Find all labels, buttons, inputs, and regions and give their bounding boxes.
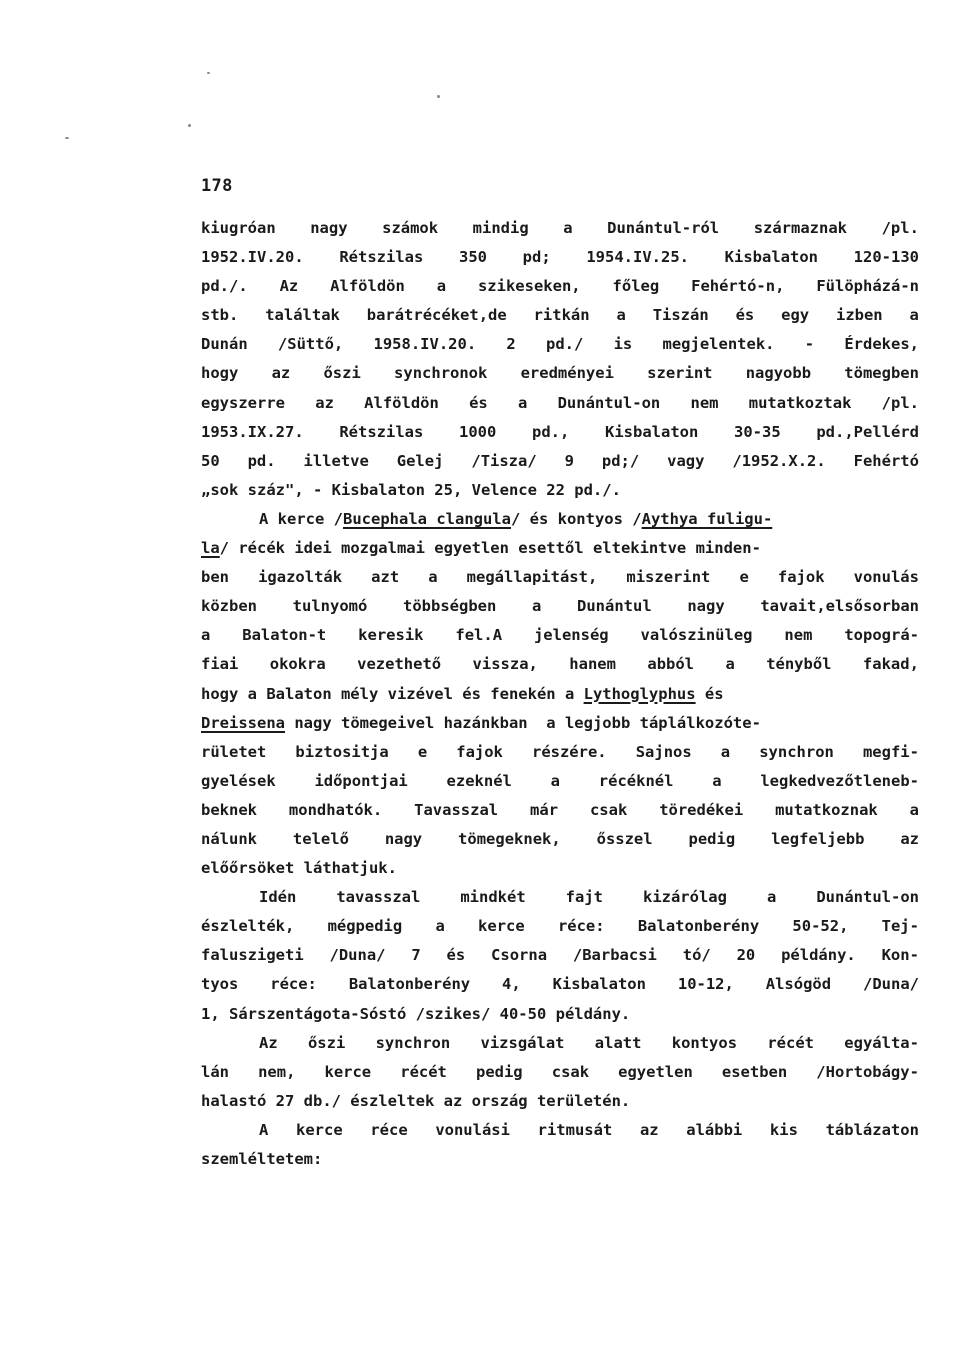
underlined-species-name: Bucephala clangula xyxy=(343,509,511,528)
underlined-species-name: Aythya fuligu- xyxy=(641,509,773,528)
text-line: pd./. Az Alföldön a szikeseken, főleg Fehértó-n, Fülöpházá-n xyxy=(201,277,919,296)
underlined-species-name: Lythoglyphus xyxy=(583,684,696,703)
text-line xyxy=(201,505,919,534)
text-line: fiai okokra vezethető vissza, hanem abból a tényből fakad, xyxy=(201,655,919,674)
text-line: 1953.IX.27. Rétszilas 1000 pd., Kisbalaton 30-35 pd.,Pellérd xyxy=(201,422,919,441)
text-line: 1, Sárszentágota-Sóstó /szikes/ 40-50 példány. xyxy=(201,1004,631,1023)
page-number: 178 xyxy=(201,176,233,196)
scan-speck xyxy=(207,72,210,74)
text-line: halastó 27 db./ észleltek az ország területén. xyxy=(201,1091,631,1110)
scan-speck xyxy=(65,137,69,139)
text-line: „sok száz", - Kisbalaton 25, Velence 22 pd./. xyxy=(201,480,621,499)
text-line xyxy=(201,534,919,563)
text-line: Dunán /Süttő, 1958.IV.20. 2 pd./ is megjelentek. - Érdekes, xyxy=(201,335,919,354)
text-line xyxy=(201,680,919,709)
text-line: egyszerre az Alföldön és a Dunántul-on nem mutatkoztak /pl. xyxy=(201,393,919,412)
text-line: a Balaton-t keresik fel.A jelenség valószinüleg nem topográ- xyxy=(201,626,919,645)
text-segment: hogy a Balaton mély vizével és fenekén a xyxy=(201,684,584,703)
text-line: stb. találtak barátrécéket,de ritkán a Tiszán és egy izben a xyxy=(201,306,919,325)
text-line: kiugróan nagy számok mindig a Dunántul-ról származnak /pl. xyxy=(201,219,919,237)
underlined-species-name: la xyxy=(201,539,220,558)
text-line: 1952.IV.20. Rétszilas 350 pd; 1954.IV.25. Kisbalaton 120-130 xyxy=(201,248,919,267)
text-line: nálunk telelő nagy tömegeknek, ősszel pedig legfeljebb az xyxy=(201,829,919,848)
text-line: gyelések időpontjai ezeknél a récéknél a legkedvezőtleneb- xyxy=(201,771,919,790)
scan-speck xyxy=(188,124,191,127)
text-line xyxy=(201,709,919,738)
text-segment: nagy tömegeivel hazánkban a legjobb táplálkozóte- xyxy=(285,713,761,732)
text-line: közben tulnyomó többségben a Dunántul nagy tavait,elsősorban xyxy=(201,597,919,616)
text-line: tyos réce: Balatonberény 4, Kisbalaton 10-12, Alsógöd /Duna/ xyxy=(201,975,919,994)
text-segment: és xyxy=(695,684,724,703)
text-line: faluszigeti /Duna/ 7 és Csorna /Barbacsi tó/ 20 példány. Kon- xyxy=(201,946,919,965)
text-line: hogy az őszi synchronok eredményei szerint nagyobb tömegben xyxy=(201,364,919,383)
text-line: észlelték, mégpedig a kerce réce: Balatonberény 50-52, Tej- xyxy=(201,917,919,936)
text-line: lán nem, kerce récét pedig csak egyetlen esetben /Hortobágy- xyxy=(201,1062,919,1081)
text-line: szemléltetem: xyxy=(201,1150,323,1168)
scan-speck xyxy=(437,95,440,98)
text-segment: A kerce / xyxy=(259,509,343,528)
text-line: beknek mondhatók. Tavasszal már csak töredékei mutatkoznak a xyxy=(201,800,919,819)
underlined-species-name: Dreissena xyxy=(201,713,285,732)
text-segment: / és kontyos / xyxy=(510,509,642,528)
text-line: előőrsöket láthatjuk. xyxy=(201,859,397,878)
text-line: A kerce réce vonulási ritmusát az alábbi kis táblázaton xyxy=(259,1120,919,1139)
body-text xyxy=(201,214,919,1174)
text-line: rületet biztositja e fajok részére. Sajnos a synchron megfi- xyxy=(201,742,919,761)
text-line: 50 pd. illetve Gelej /Tisza/ 9 pd;/ vagy /1952.X.2. Fehértó xyxy=(201,451,919,470)
text-line: Idén tavasszal mindkét fajt kizárólag a Dunántul-on xyxy=(259,888,919,907)
text-line: ben igazolták azt a megállapitást, miszerint e fajok vonulás xyxy=(201,568,919,587)
text-line: Az őszi synchron vizsgálat alatt kontyos récét egyálta- xyxy=(259,1033,919,1052)
text-segment: / récék idei mozgalmai egyetlen esettől eltekintve minden- xyxy=(219,539,761,558)
